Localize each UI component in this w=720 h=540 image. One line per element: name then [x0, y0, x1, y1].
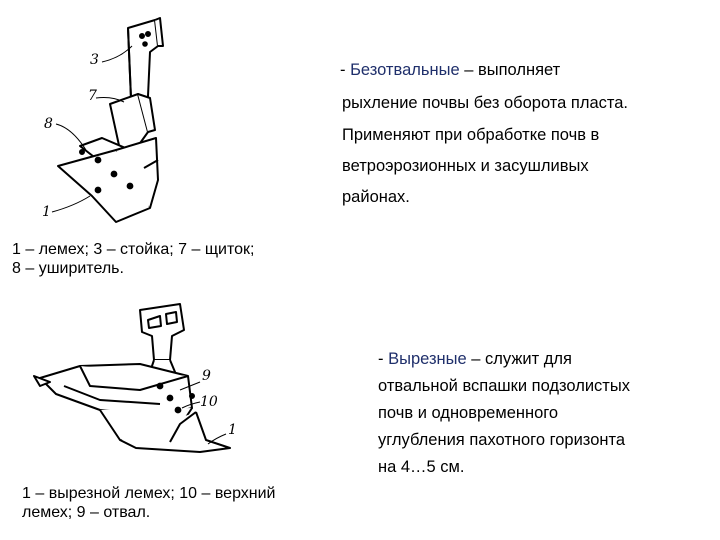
text1-line-3: Применяют при обработке почв в [342, 126, 600, 144]
figure2-caption-line-2: лемех; 9 – отвал. [22, 504, 151, 522]
figure1-caption-line-2: 8 – уширитель. [12, 260, 124, 278]
label-9: 9 [202, 368, 211, 384]
figure2-caption-line-1: 1 – вырезной лемех; 10 – верхний [22, 485, 276, 502]
label-1b: 1 [228, 422, 237, 438]
text2-line-1 [378, 351, 572, 368]
text2-line-1-rest: – служит для [466, 350, 572, 368]
figure2-caption [22, 484, 276, 522]
figure-cutout-plow-drawing [20, 290, 260, 480]
label-3: 3 [90, 52, 99, 68]
text1-line-1 [340, 62, 560, 79]
text1-keyword: Безотвальные [350, 61, 460, 79]
text1-line-4: ветроэрозионных и засушливых [342, 157, 589, 175]
label-8: 8 [44, 116, 53, 132]
label-10: 10 [200, 394, 218, 410]
text2-line-3: почв и одновременного [378, 404, 559, 422]
text2-line-4: углубления пахотного горизонта [378, 431, 626, 449]
text1-line-5: районах. [342, 188, 410, 206]
text2-line-5: на 4…5 см. [378, 458, 465, 476]
label-1: 1 [42, 204, 51, 220]
label-7: 7 [88, 88, 97, 104]
text2-line-2: отвальной вспашки подзолистых [378, 377, 630, 395]
figure-subsoiler-drawing [20, 0, 220, 240]
figure1-caption-line-1: 1 – лемех; 3 – стойка; 7 – щиток; [12, 241, 255, 258]
text1-bullet: - [340, 61, 346, 79]
text1-line-1-rest: – выполняет [459, 61, 561, 79]
text2-keyword: Вырезные [388, 350, 467, 368]
text2-bullet: - [378, 350, 384, 368]
text1-line-2: рыхление почвы без оборота пласта. [342, 94, 629, 112]
figure1-caption [12, 240, 254, 278]
